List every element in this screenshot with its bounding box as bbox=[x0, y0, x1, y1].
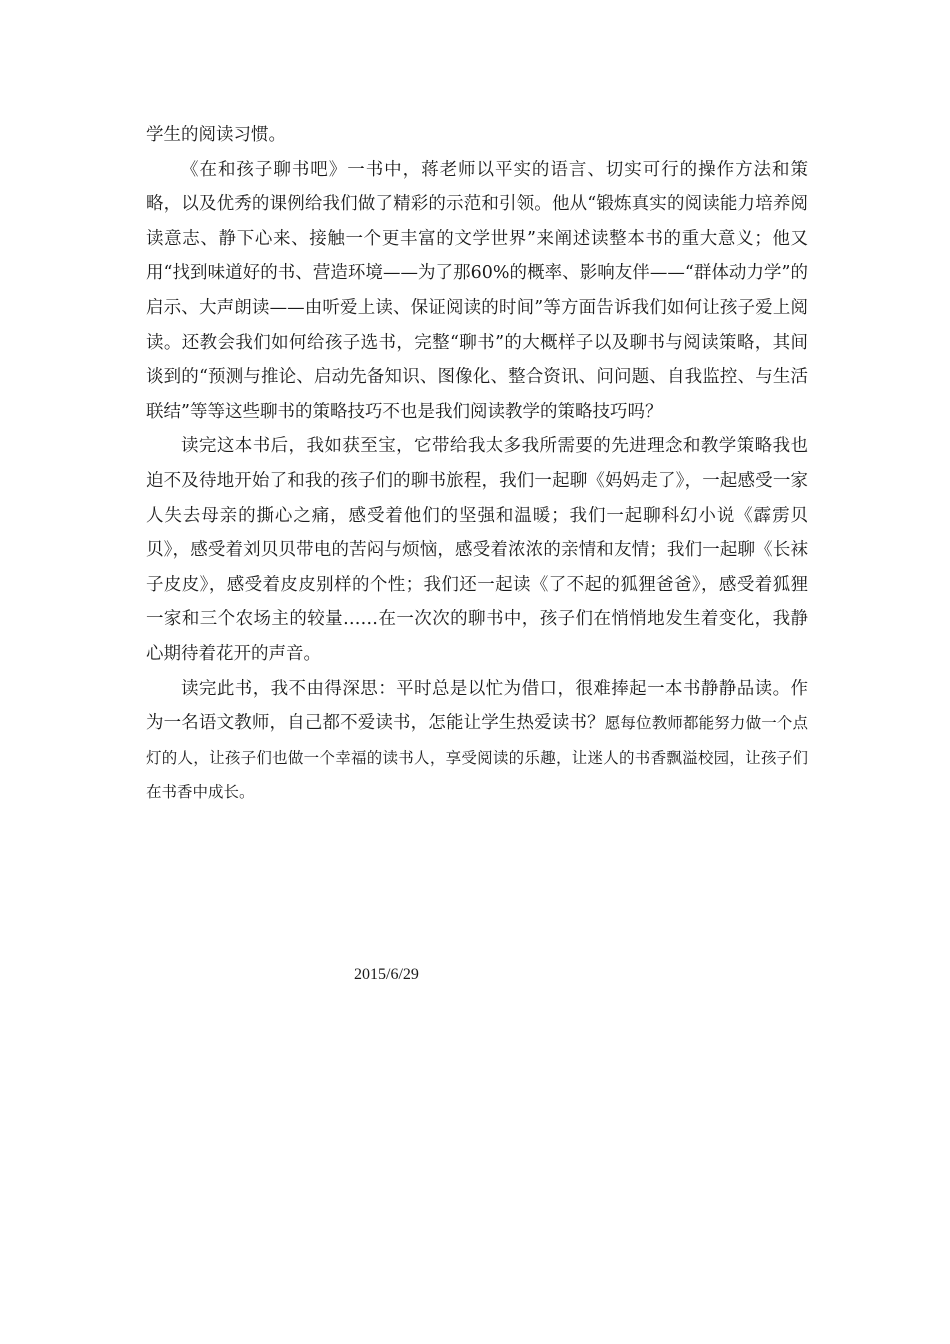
reflection-wish-text: 愿每位教师都能努力做一个点灯的人，让孩子们也做一个幸福的读书人，享受阅读的乐趣，让迷人的书香飘溢校园，让孩子们在书香中成长。 bbox=[146, 714, 808, 802]
reflection-main-text: 读完此书，我不由得深思：平时总是以忙为借口，很难捧起一本书静静品读。作为一名语文教师，自己都不爱读书，怎能让学生热爱读书？ bbox=[146, 678, 808, 734]
document-date: 2015/6/29 bbox=[354, 966, 419, 983]
paragraph-reflection bbox=[146, 672, 808, 810]
paragraph-book-summary: 《在和孩子聊书吧》一书中，蒋老师以平实的语言、切实可行的操作方法和策略，以及优秀的课例给我们做了精彩的示范和引领。他从“锻炼真实的阅读能力培养阅读意志、静下心来、接触一个更丰富的文学世界”来阐述读整本书的重大意义；他又用“找到味道好的书、营造环境——为了那60%的概率、影响友伴——“群体动力学”的启示、大声朗读——由听爱上读、保证阅读的时间”等方面告诉我们如何让孩子爱上阅读。还教会我们如何给孩子选书，完整“聊书”的大概样子以及聊书与阅读策略，其间谈到的“预测与推论、启动先备知识、图像化、整合资讯、问问题、自我监控、与生活联结”等等这些聊书的策略技巧不也是我们阅读教学的策略技巧吗？ bbox=[146, 159, 808, 422]
article-body bbox=[146, 118, 808, 810]
paragraph-continuation: 学生的阅读习惯。 bbox=[146, 125, 286, 145]
paragraph-reading-experience: 读完这本书后，我如获至宝，它带给我太多我所需要的先进理念和教学策略我也迫不及待地开始了和我的孩子们的聊书旅程，我们一起聊《妈妈走了》，一起感受一家人失去母亲的撕心之痛，感受着他们的坚强和温暖；我们一起聊科幻小说《霹雳贝贝》，感受着刘贝贝带电的苦闷与烦恼，感受着浓浓的亲情和友情；我们一起聊《长袜子皮皮》，感受着皮皮别样的个性；我们还一起读《了不起的狐狸爸爸》，感受着狐狸一家和三个农场主的较量……在一次次的聊书中，孩子们在悄悄地发生着变化，我静心期待着花开的声音。 bbox=[146, 436, 808, 664]
